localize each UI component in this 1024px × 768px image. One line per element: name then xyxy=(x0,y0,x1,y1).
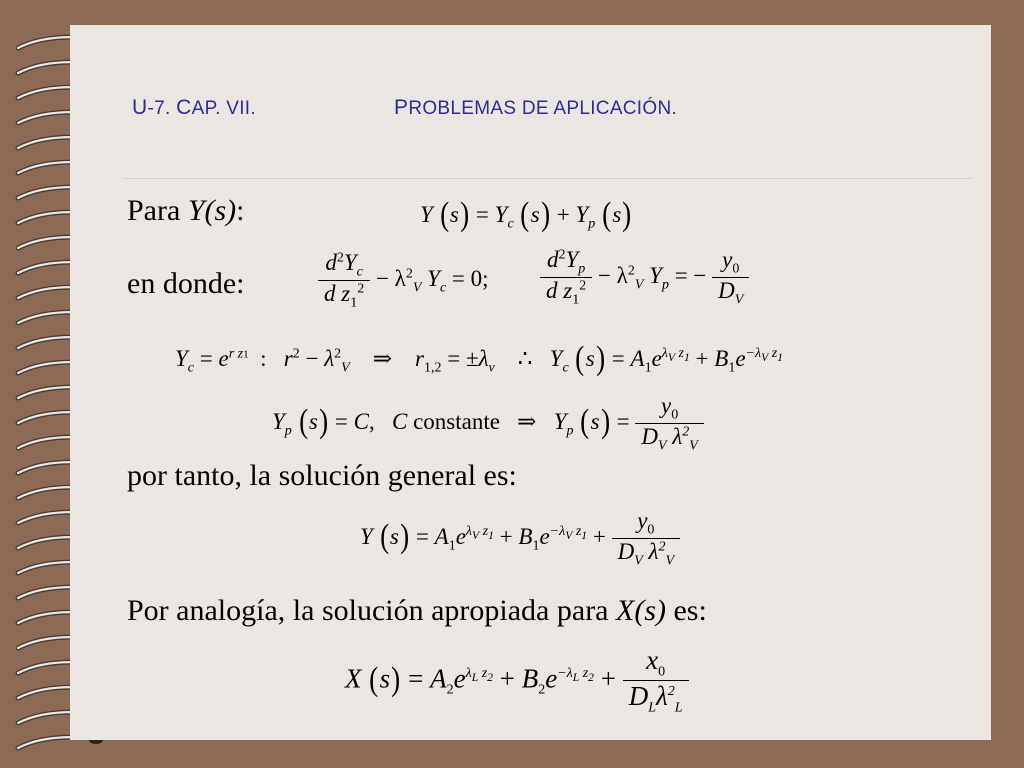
para-y-label xyxy=(127,194,245,228)
section-header: PROBLEMAS DE APLICACIÓN. xyxy=(394,96,678,119)
para-y-prefix: Para xyxy=(127,194,188,227)
para-y-suffix: : xyxy=(236,194,245,227)
analogia-suffix: es: xyxy=(665,594,707,627)
analogia-label xyxy=(127,594,707,628)
en-donde-label: en donde: xyxy=(127,267,245,300)
para-y-expr: Y(s) xyxy=(187,194,237,227)
por-tanto-label: por tanto, la solución general es: xyxy=(127,459,517,492)
analogia-prefix: Por analogía, la solución apropiada para xyxy=(127,594,616,627)
equation-ode-c: $\frac{d^2Y_c}{d z_1^2}$ − $\lambda^2_V$ $Y_c = 0$; xyxy=(318,250,489,312)
analogia-expr: X(s) xyxy=(616,594,666,627)
equation-ys: Y $(s) = Y_c$ $(s) + Y_p$ (s) xyxy=(420,196,632,233)
equation-general-solution: Y $(s) = A_1e^{\lambda_V z_1} + B_1e^{-\lambda_V z_1}$ + $\frac{y_0}{D_V \lambda^2_V}$ xyxy=(360,508,680,570)
header-divider xyxy=(122,178,972,179)
equation-yc: $Y_c = e^{r z1}$ : $r^2 - \lambda^2_V$ ⇒ $r_{1,2} = \pm\lambda_v$ ∴ $Y_c$ $(s) = A_1e^{\lambda_V z_1} + B_1e^{-\lambda_V z_1}$ xyxy=(175,340,783,377)
paper-sheet xyxy=(70,25,991,740)
unit-header: U-7. CAP. VII. xyxy=(132,96,256,119)
equation-x-solution: X $(s) = A_2e^{\lambda_L z_2} + B_2e^{-\lambda_L z_2}$ + $\frac{x_0}{D_L\lambda^2_L}$ xyxy=(345,646,689,716)
equation-yp: $Y_p$ (s) = C, C constante ⇒ $Y_p$ (s) = $\frac{y_0}{D_V \lambda^2_V}$ xyxy=(272,393,704,455)
equation-ode-p: $\frac{d^2Y_p}{d z_1^2}$ − $\lambda^2_V$ $Y_p$ = − $\frac{y_0}{D_V}$ xyxy=(540,247,749,309)
